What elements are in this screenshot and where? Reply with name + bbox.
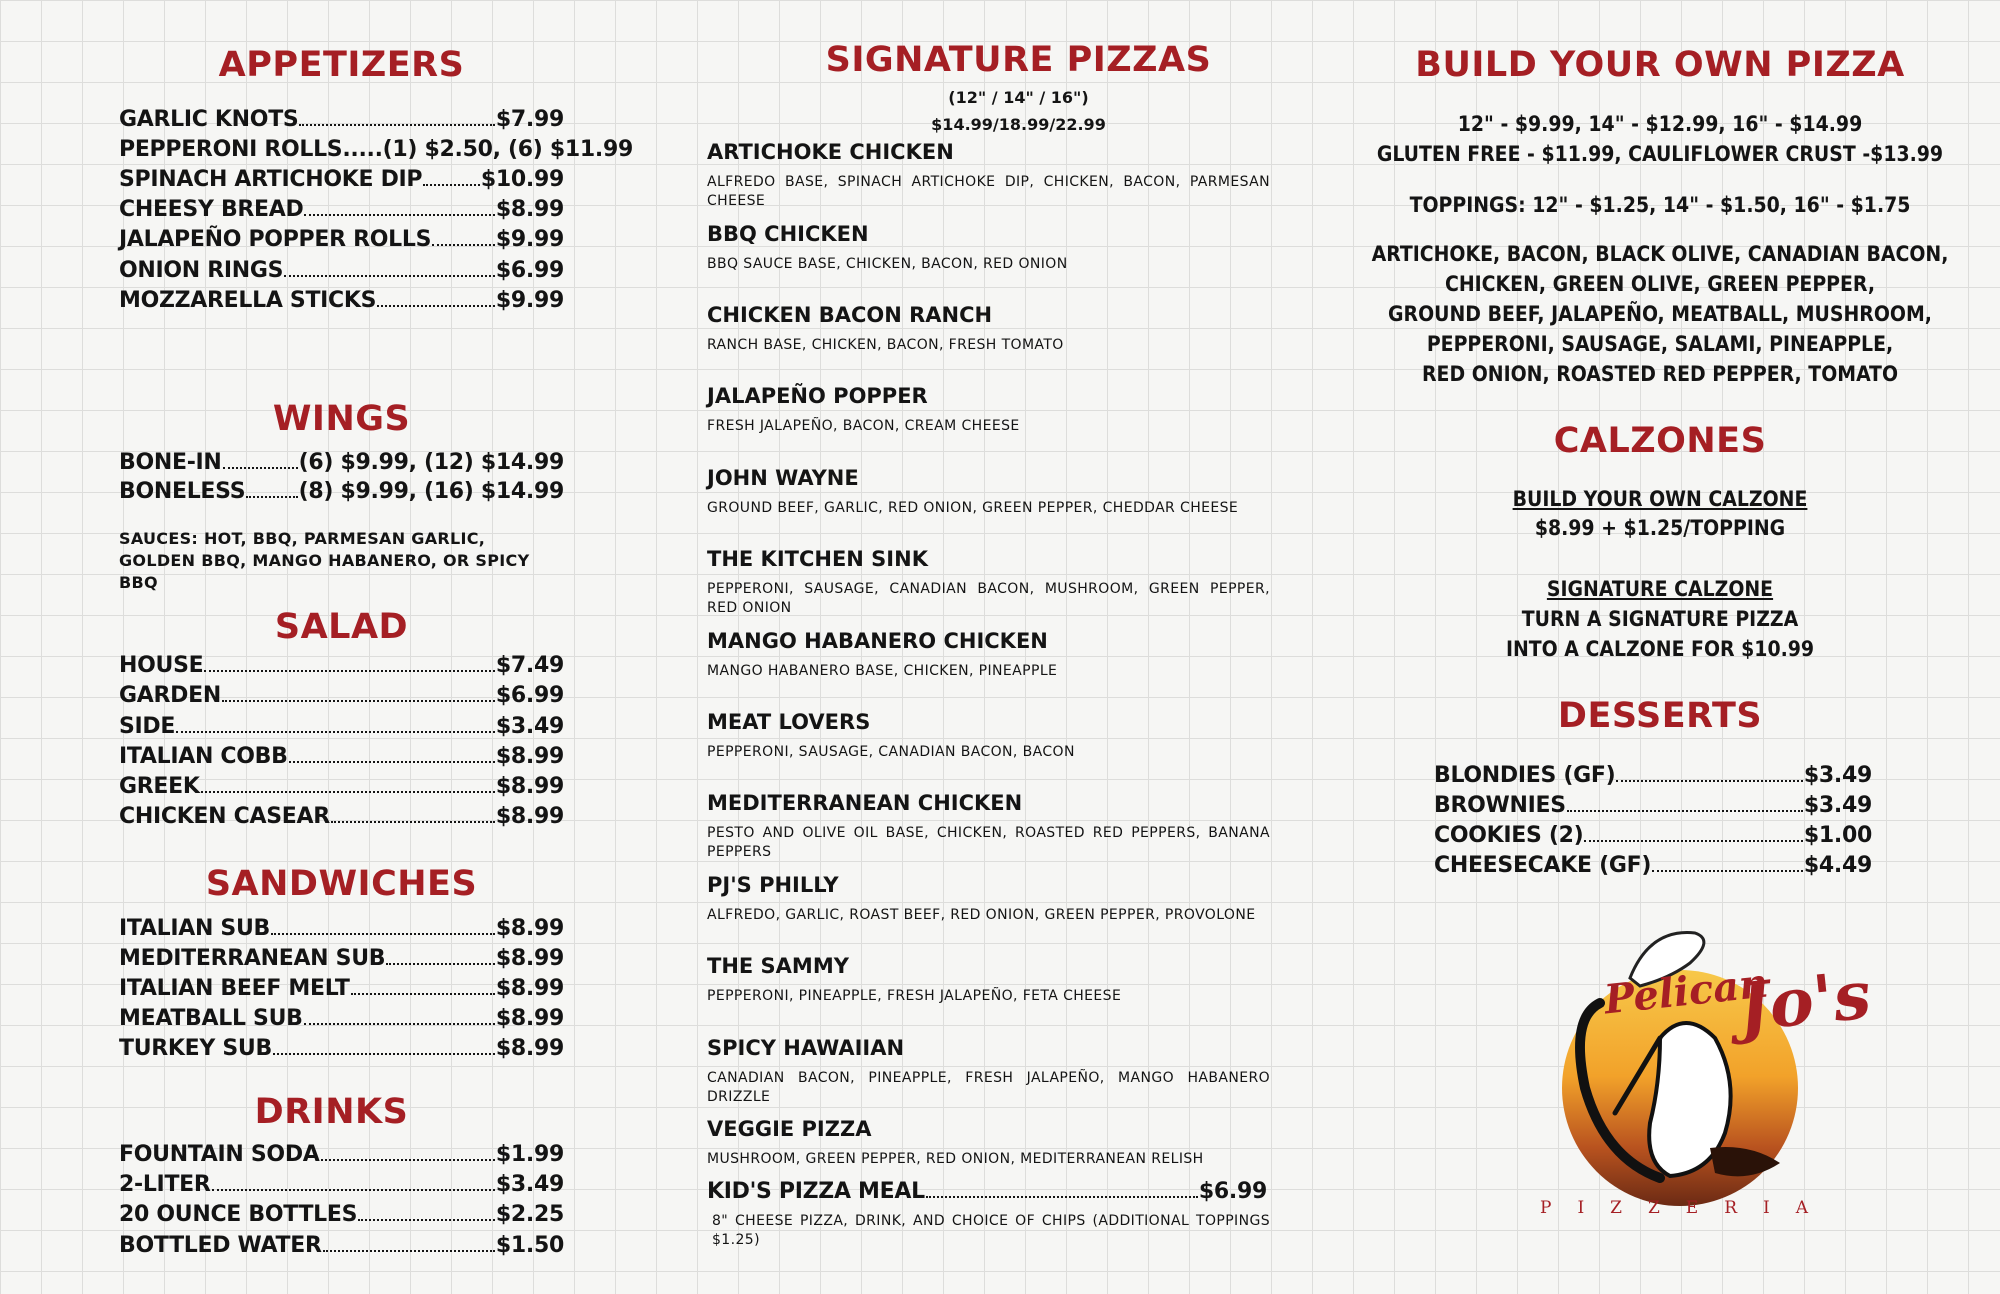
- menu-item: MOZZARELLA STICKS $9.99: [119, 288, 564, 313]
- menu-item: BLONDIES (GF) $3.49: [1434, 763, 1872, 788]
- menu-item: ITALIAN BEEF MELT $8.99: [119, 976, 564, 1001]
- pizza-name: VEGGIE PIZZA: [707, 1117, 872, 1141]
- build-your-own-heading: BUILD YOUR OWN PIZZA: [1415, 45, 1905, 85]
- signature-calzone-title: SIGNATURE CALZONE: [1546, 577, 1774, 601]
- pizza-name: PJ'S PHILLY: [707, 873, 839, 897]
- pizza-name: JALAPEÑO POPPER: [707, 384, 928, 408]
- menu-item: GARDEN $6.99: [119, 683, 564, 708]
- pelican-jos-logo: [1510, 908, 1850, 1238]
- menu-item: SIDE $3.49: [119, 714, 564, 739]
- toppings-line: CHICKEN, GREEN OLIVE, GREEN PEPPER,: [1444, 272, 1876, 296]
- menu-item: ITALIAN SUB $8.99: [119, 916, 564, 941]
- pizza-name: THE SAMMY: [707, 954, 849, 978]
- toppings-line: RED ONION, ROASTED RED PEPPER, TOMATO: [1421, 362, 1899, 386]
- wing-sauces: SAUCES: HOT, BBQ, PARMESAN GARLIC, GOLDEN BBQ, MANGO HABANERO, OR SPICY BBQ: [119, 529, 530, 592]
- menu-item: JALAPEÑO POPPER ROLLS $9.99: [119, 227, 564, 252]
- menu-item: BOTTLED WATER $1.50: [119, 1233, 564, 1258]
- signature-pizzas-heading: SIGNATURE PIZZAS: [825, 40, 1212, 80]
- menu-item: ITALIAN COBB $8.99: [119, 744, 564, 769]
- byo-prices: 12" - $9.99, 14" - $12.99, 16" - $14.99: [1457, 112, 1863, 136]
- pizza-description: FRESH JALAPEÑO, BACON, CREAM CHEESE: [707, 418, 1020, 434]
- signature-calzone-line: TURN A SIGNATURE PIZZA: [1521, 607, 1799, 631]
- menu-item: CHICKEN CASEAR $8.99: [119, 804, 564, 829]
- byo-calzone-title: BUILD YOUR OWN CALZONE: [1512, 487, 1808, 511]
- menu-item: MEDITERRANEAN SUB $8.99: [119, 946, 564, 971]
- drinks-heading: DRINKS: [254, 1092, 409, 1132]
- signature-prices: $14.99/18.99/22.99: [931, 115, 1106, 134]
- pizza-name: BBQ CHICKEN: [707, 222, 869, 246]
- pizza-name: MANGO HABANERO CHICKEN: [707, 629, 1048, 653]
- kids-meal-item: KID'S PIZZA MEAL $6.99: [707, 1179, 1267, 1204]
- byo-crust-prices: GLUTEN FREE - $11.99, CAULIFLOWER CRUST -$13.99: [1376, 142, 1944, 166]
- pizza-name: SPICY HAWAIIAN: [707, 1036, 905, 1060]
- menu-item: COOKIES (2) $1.00: [1434, 823, 1872, 848]
- pizza-name: JOHN WAYNE: [707, 466, 859, 490]
- menu-item: ONION RINGS $6.99: [119, 258, 564, 283]
- menu-item: MEATBALL SUB $8.99: [119, 1006, 564, 1031]
- pizza-description: MUSHROOM, GREEN PEPPER, RED ONION, MEDITERRANEAN RELISH: [707, 1151, 1204, 1167]
- byo-calzone-price: $8.99 + $1.25/TOPPING: [1534, 516, 1786, 540]
- pizza-description: PESTO AND OLIVE OIL BASE, CHICKEN, ROASTED RED PEPPERS, BANANA PEPPERS: [707, 825, 1270, 860]
- pizza-description: ALFREDO, GARLIC, ROAST BEEF, RED ONION, GREEN PEPPER, PROVOLONE: [707, 907, 1256, 923]
- pizza-description: GROUND BEEF, GARLIC, RED ONION, GREEN PEPPER, CHEDDAR CHEESE: [707, 500, 1239, 516]
- logo-tagline: PIZZERIA: [1540, 1198, 1834, 1218]
- salad-heading: SALAD: [274, 607, 409, 647]
- pizza-name: MEAT LOVERS: [707, 710, 871, 734]
- menu-item: TURKEY SUB $8.99: [119, 1036, 564, 1061]
- menu-item: CHEESECAKE (GF) $4.49: [1434, 853, 1872, 878]
- menu-item: SPINACH ARTICHOKE DIP $10.99: [119, 167, 564, 192]
- pizza-name: THE KITCHEN SINK: [707, 547, 928, 571]
- menu-item: HOUSE $7.49: [119, 653, 564, 678]
- toppings-line: GROUND BEEF, JALAPEÑO, MEATBALL, MUSHROOM,: [1388, 302, 1932, 326]
- toppings-line: ARTICHOKE, BACON, BLACK OLIVE, CANADIAN BACON,: [1371, 242, 1949, 266]
- desserts-heading: DESSERTS: [1557, 696, 1763, 736]
- kids-meal-desc: 8" CHEESE PIZZA, DRINK, AND CHOICE OF CHIPS (ADDITIONAL TOPPINGS $1.25): [712, 1213, 1270, 1248]
- pizza-name: CHICKEN BACON RANCH: [707, 303, 993, 327]
- menu-item: BONE-IN (6) $9.99, (12) $14.99: [119, 450, 564, 475]
- menu-item: GARLIC KNOTS $7.99: [119, 107, 564, 132]
- calzones-heading: CALZONES: [1553, 421, 1767, 461]
- pizza-name: ARTICHOKE CHICKEN: [707, 140, 954, 164]
- menu-item: CHEESY BREAD $8.99: [119, 197, 564, 222]
- sandwiches-heading: SANDWICHES: [205, 864, 478, 904]
- menu-item: FOUNTAIN SODA $1.99: [119, 1142, 564, 1167]
- pizza-name: MEDITERRANEAN CHICKEN: [707, 791, 1023, 815]
- wings-heading: WINGS: [272, 399, 411, 439]
- pizza-description: PEPPERONI, SAUSAGE, CANADIAN BACON, BACON: [707, 744, 1075, 760]
- pizza-description: ALFREDO BASE, SPINACH ARTICHOKE DIP, CHICKEN, BACON, PARMESAN CHEESE: [707, 174, 1270, 209]
- pizza-description: PEPPERONI, PINEAPPLE, FRESH JALAPEÑO, FETA CHEESE: [707, 988, 1122, 1004]
- signature-sizes: (12" / 14" / 16"): [948, 88, 1089, 107]
- pizza-description: MANGO HABANERO BASE, CHICKEN, PINEAPPLE: [707, 663, 1058, 679]
- appetizers-heading: APPETIZERS: [218, 45, 465, 85]
- logo-script-pelican: Pelican: [1601, 959, 1771, 1024]
- logo-script-jos: Jo's: [1734, 955, 1875, 1047]
- menu-item: PEPPERONI ROLLS.....(1) $2.50, (6) $11.99: [119, 137, 633, 162]
- menu-item: BROWNIES $3.49: [1434, 793, 1872, 818]
- menu-item: BONELESS (8) $9.99, (16) $14.99: [119, 479, 564, 504]
- pizza-description: PEPPERONI, SAUSAGE, CANADIAN BACON, MUSHROOM, GREEN PEPPER, RED ONION: [707, 581, 1270, 616]
- pizza-description: CANADIAN BACON, PINEAPPLE, FRESH JALAPEÑO, MANGO HABANERO DRIZZLE: [707, 1070, 1270, 1105]
- toppings-prices: TOPPINGS: 12" - $1.25, 14" - $1.50, 16" - $1.75: [1409, 193, 1911, 217]
- toppings-line: PEPPERONI, SAUSAGE, SALAMI, PINEAPPLE,: [1426, 332, 1894, 356]
- menu-item: 2-LITER $3.49: [119, 1172, 564, 1197]
- menu-item: 20 OUNCE BOTTLES $2.25: [119, 1202, 564, 1227]
- signature-calzone-line: INTO A CALZONE FOR $10.99: [1505, 637, 1815, 661]
- pizza-description: BBQ SAUCE BASE, CHICKEN, BACON, RED ONION: [707, 256, 1068, 272]
- menu-item: GREEK $8.99: [119, 774, 564, 799]
- pizza-description: RANCH BASE, CHICKEN, BACON, FRESH TOMATO: [707, 337, 1064, 353]
